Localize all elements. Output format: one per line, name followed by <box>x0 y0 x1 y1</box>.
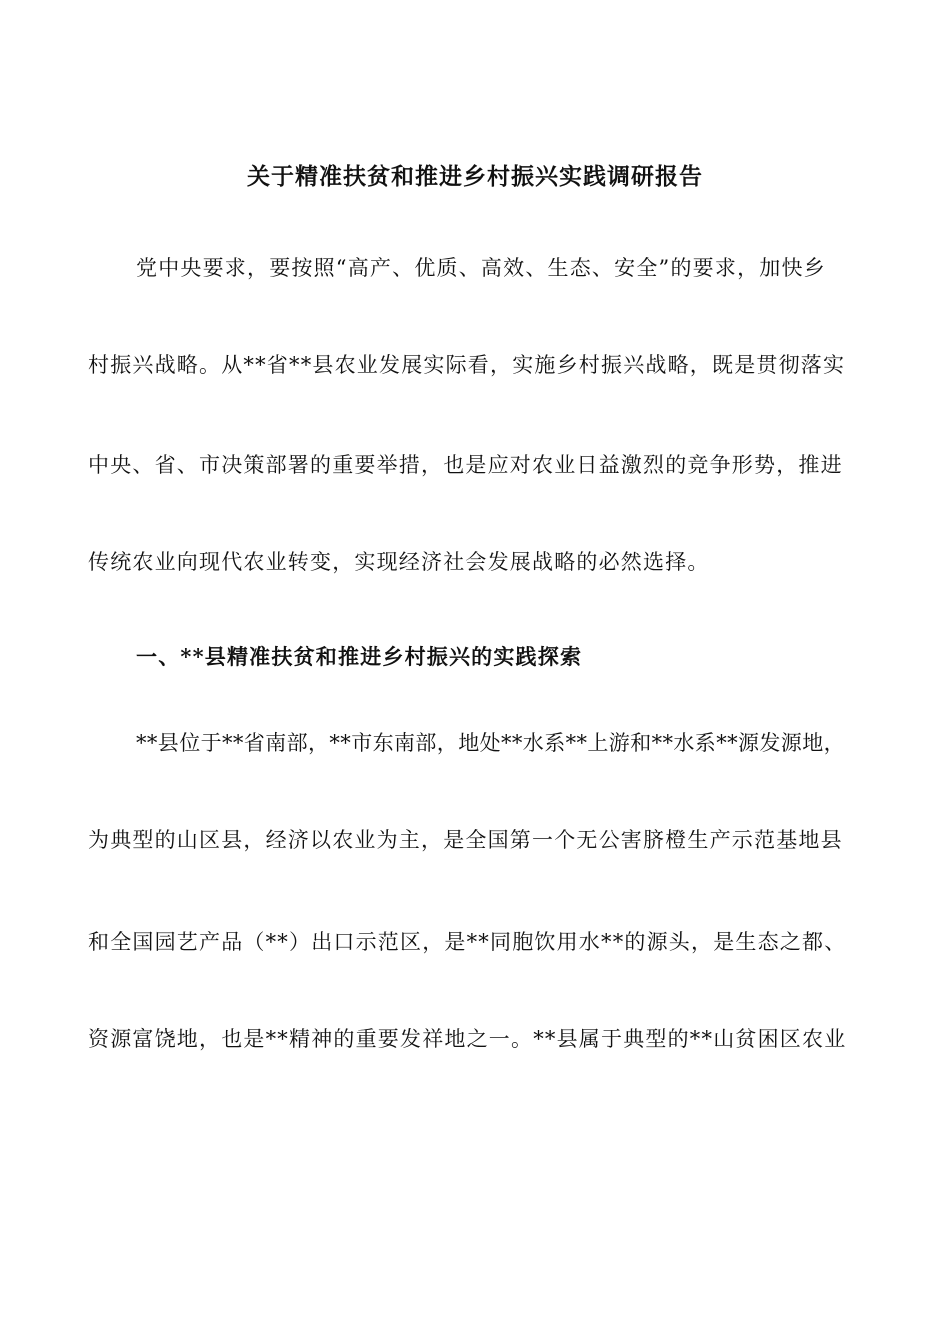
paragraph-line: 传统农业向现代农业转变，实现经济社会发展战略的必然选择。 <box>88 550 710 574</box>
paragraph-line: **县位于**省南部，**市东南部，地处**水系**上游和**水系**源发源地， <box>136 731 845 755</box>
paragraph-line: 党中央要求，要按照“高产、优质、高效、生态、安全”的要求，加快乡 <box>136 256 826 280</box>
paragraph-line: 村振兴战略。从**省**县农业发展实际看，实施乡村振兴战略，既是贯彻落实 <box>88 353 846 377</box>
paragraph-line: 为典型的山区县，经济以农业为主，是全国第一个无公害脐橙生产示范基地县 <box>88 828 843 852</box>
document-title: 关于精准扶贫和推进乡村振兴实践调研报告 <box>247 163 703 190</box>
paragraph-line: 和全国园艺产品（**）出口示范区，是**同胞饮用水**的源头，是生态之都、 <box>88 930 847 954</box>
paragraph-line: 资源富饶地，也是**精神的重要发祥地之一。**县属于典型的**山贫困区农业 <box>88 1027 847 1051</box>
paragraph-line: 中央、省、市决策部署的重要举措，也是应对农业日益激烈的竞争形势，推进 <box>88 453 843 477</box>
section-heading: 一、**县精准扶贫和推进乡村振兴的实践探索 <box>136 644 583 669</box>
